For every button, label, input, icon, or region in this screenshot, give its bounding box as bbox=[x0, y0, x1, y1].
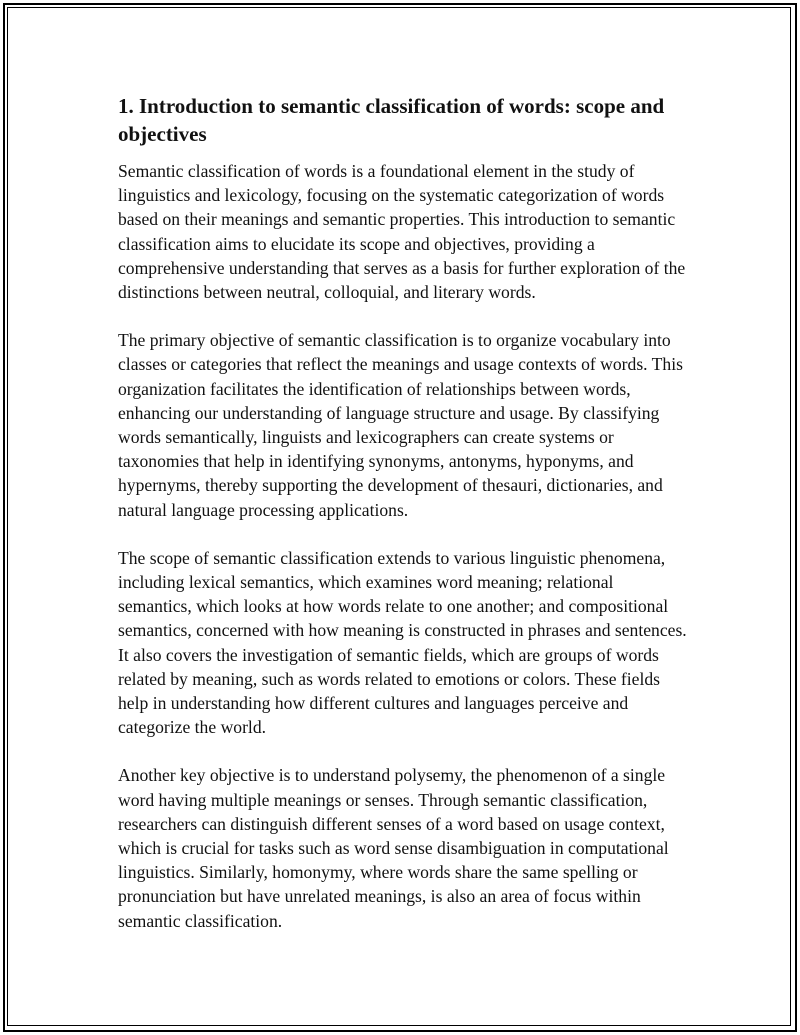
paragraph-1: Semantic classification of words is a foundational element in the study of linguistics and lexicology, focusing on the systematic categorization of words based on their meanings and semantic properties. This introduction to semantic classification aims to elucidate its scope and objectives, providing a comprehensive understanding that serves as a basis for further exploration of the distinctions between neutral, colloquial, and literary words. bbox=[118, 161, 686, 303]
paragraph-2: The primary objective of semantic classification is to organize vocabulary into classes or categories that reflect the meanings and usage contexts of words. This organization facilitates the identification of relationships between words, enhancing our understanding of language structure and usage. By classifying words semantically, linguists and lexicographers can create systems or taxonomies that help in identifying synonyms, antonyms, hyponyms, and hypernyms, thereby supporting the development of thesauri, dictionaries, and natural language processing applications. bbox=[118, 330, 683, 520]
paragraph-4: Another key objective is to understand polysemy, the phenomenon of a single word having multiple meanings or senses. Through semantic classification, researchers can distinguish different senses of a word based on usage context, which is crucial for tasks such as word sense disambiguation in computational linguistics. Similarly, homonymy, where words share the same spelling or pronunciation but have unrelated meanings, is also an area of focus within semantic classification. bbox=[118, 765, 669, 931]
section-heading: 1. Introduction to semantic classification of words: scope and objectives bbox=[118, 94, 665, 146]
paragraph-3: The scope of semantic classification extends to various linguistic phenomena, including lexical semantics, which examines word meaning; relational semantics, which looks at how words relate to one another; and compositional semantics, concerned with how meaning is constructed in phrases and sentences. It also covers the investigation of semantic fields, which are groups of words related by meaning, such as words related to emotions or colors. These fields help in understanding how different cultures and languages perceive and categorize the world. bbox=[118, 547, 687, 738]
document-body bbox=[118, 92, 690, 957]
